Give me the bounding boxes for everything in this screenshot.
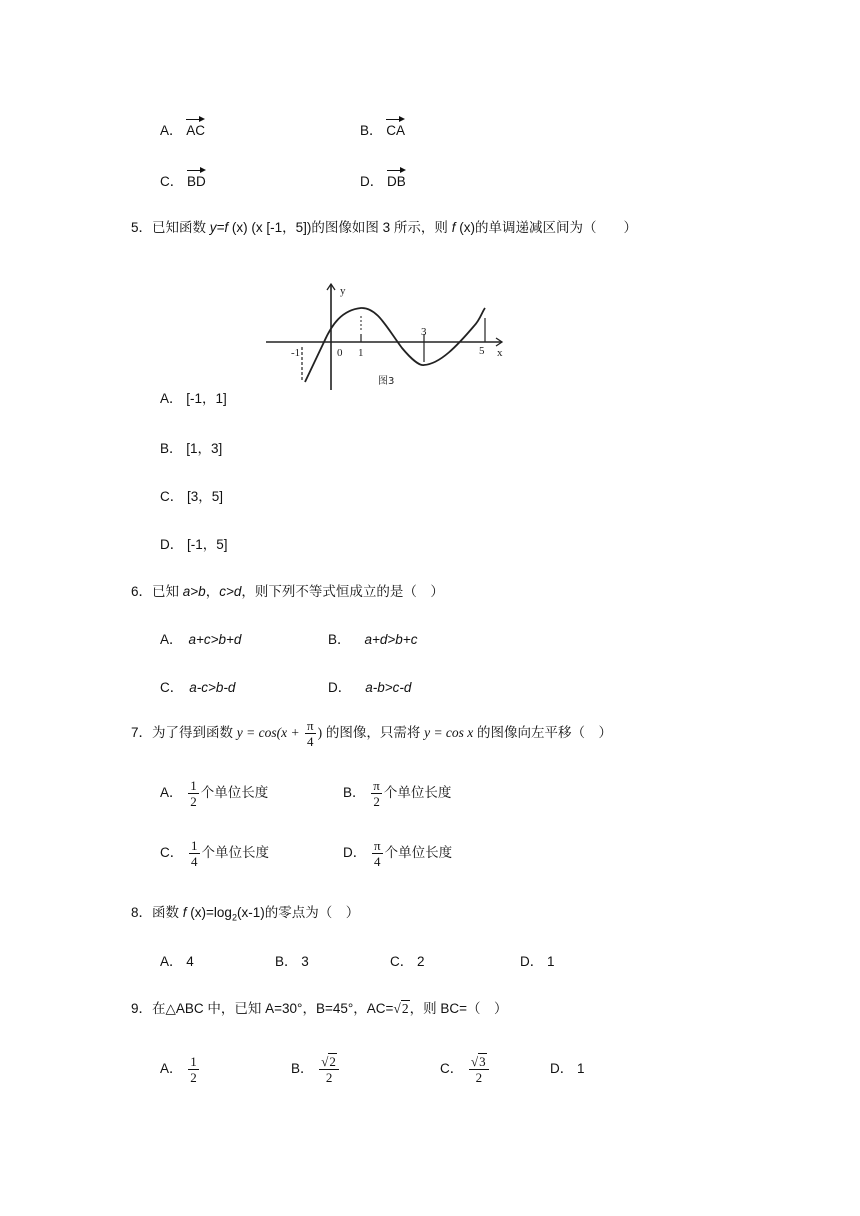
option-letter: A． — [160, 123, 183, 138]
denominator: 4 — [307, 733, 314, 749]
fraction — [188, 778, 199, 809]
function-graph-figure-3 — [262, 280, 510, 392]
log-base: 2 — [231, 912, 237, 923]
fraction — [372, 838, 383, 869]
function-symbol: f — [451, 220, 456, 235]
q7-option-b[interactable] — [343, 776, 451, 810]
x-axis-label: x — [497, 347, 503, 359]
fraction — [319, 1054, 339, 1085]
option-expression: a-b>c-d — [365, 680, 412, 695]
q5-option-d[interactable]: D． [-1，5] — [160, 537, 228, 552]
stem-text: 的图像，只需将 — [322, 725, 425, 740]
q4-option-c[interactable] — [160, 173, 206, 191]
denominator: 4 — [374, 853, 381, 869]
formula: ) — [317, 725, 323, 740]
formula: y = cos(x + — [236, 725, 303, 740]
option-letter: A． — [160, 1061, 183, 1076]
q8-option-d[interactable]: D． 1 — [520, 954, 555, 969]
stem-text: 的图像向左平移（ ） — [473, 725, 613, 740]
option-letter: B． — [343, 785, 366, 800]
fraction — [371, 778, 382, 809]
numerator: √3 — [469, 1054, 489, 1070]
radicand: 2 — [329, 1053, 336, 1069]
q7-option-a[interactable] — [160, 776, 268, 810]
q6-option-d[interactable] — [328, 679, 411, 697]
option-letter: D． — [343, 845, 367, 860]
option-letter: B． — [291, 1061, 314, 1076]
q8-option-c[interactable]: C． 2 — [390, 954, 425, 969]
fraction — [188, 1054, 199, 1085]
q6-option-a[interactable] — [160, 631, 241, 649]
denominator: 2 — [475, 1069, 483, 1085]
q9-option-c[interactable] — [440, 1052, 491, 1086]
vector-label: DB — [387, 174, 406, 189]
function-curve — [305, 308, 485, 382]
function-symbol: f — [182, 905, 187, 920]
numerator: π — [306, 717, 314, 733]
q7-option-c[interactable] — [160, 836, 269, 870]
stem-text: (x) (x [-1，5])的图像如图 3 所示，则 — [228, 220, 452, 235]
denominator: 2 — [190, 793, 197, 809]
q6-option-c[interactable] — [160, 679, 235, 697]
q5-stem — [131, 219, 637, 237]
option-letter: A． — [160, 785, 183, 800]
stem-text: ， — [205, 584, 220, 599]
stem-text: 为了得到函数 — [152, 725, 237, 740]
tick-label-1: 1 — [358, 347, 364, 359]
vector-label: AC — [186, 123, 206, 138]
stem-text: 函数 — [152, 905, 183, 920]
square-root: √2 — [393, 1001, 409, 1016]
option-expression: a+d>b+c — [364, 632, 418, 647]
q6-stem — [131, 583, 444, 601]
stem-text: ，则 BC=（ ） — [409, 1001, 508, 1016]
q8-option-b[interactable]: B． 3 — [275, 954, 309, 969]
tick-label-neg1: -1 — [291, 347, 301, 359]
unit-text: 个单位长度 — [383, 785, 452, 800]
formula: y = cos x — [424, 725, 474, 740]
unit-text: 个单位长度 — [384, 845, 453, 860]
q8-option-a[interactable]: A． 4 — [160, 954, 194, 969]
numerator: √2 — [319, 1054, 339, 1070]
stem-text: (x)的单调递减区间为（ ） — [455, 220, 637, 235]
q5-option-a[interactable]: A． [-1，1] — [160, 391, 227, 406]
fraction — [469, 1054, 489, 1085]
option-letter: C． — [160, 845, 184, 860]
option-letter: D． — [360, 174, 384, 189]
q6-option-b[interactable] — [328, 631, 417, 649]
stem-text: (x)=log — [186, 905, 232, 920]
q5-option-b[interactable]: B． [1，3] — [160, 441, 223, 456]
q5-option-c[interactable]: C． [3，5] — [160, 489, 224, 504]
stem-text: 已知 — [152, 584, 183, 599]
y-axis-label: y — [340, 285, 346, 297]
q8-stem — [131, 904, 359, 927]
numerator: π — [374, 837, 381, 853]
unit-text: 个单位长度 — [201, 845, 270, 860]
q9-stem — [131, 1000, 507, 1018]
option-letter: C． — [440, 1061, 464, 1076]
unit-text: 个单位长度 — [200, 785, 269, 800]
question-number: 9． — [131, 1001, 153, 1016]
question-number: 8． — [131, 905, 153, 920]
fraction — [189, 838, 200, 869]
fraction — [305, 718, 316, 749]
denominator: 2 — [373, 793, 380, 809]
option-letter: A． — [160, 632, 183, 647]
q7-option-d[interactable] — [343, 836, 452, 870]
stem-text: ，则下列不等式恒成立的是（ ） — [241, 584, 444, 599]
question-number: 7． — [131, 725, 153, 740]
option-expression: a-c>b-d — [189, 680, 236, 695]
q9-option-b[interactable] — [291, 1052, 341, 1086]
q9-option-a[interactable] — [160, 1052, 201, 1086]
radicand: 3 — [479, 1053, 486, 1069]
q4-option-b[interactable] — [360, 122, 405, 140]
numerator: 1 — [190, 1053, 197, 1069]
question-number: 6． — [131, 584, 153, 599]
numerator: 1 — [191, 837, 198, 853]
denominator: 2 — [325, 1069, 333, 1085]
q7-stem — [131, 716, 612, 750]
denominator: 2 — [190, 1069, 197, 1085]
stem-text: 已知函数 — [152, 220, 210, 235]
option-letter: C． — [160, 680, 184, 695]
q4-option-d[interactable] — [360, 173, 406, 191]
vector-label: BD — [187, 174, 206, 189]
tick-label-5: 5 — [479, 345, 485, 357]
option-letter: B． — [360, 123, 383, 138]
option-letter: C． — [160, 174, 184, 189]
vector-label: CA — [386, 123, 406, 138]
question-number: 5． — [131, 220, 153, 235]
option-letter: D． — [328, 680, 352, 695]
stem-text: 在△ABC 中，已知 A=30°，B=45°，AC= — [152, 1001, 394, 1016]
numerator: π — [373, 777, 380, 793]
option-expression: a+c>b+d — [188, 632, 242, 647]
stem-text: (x-1)的零点为（ ） — [236, 905, 360, 920]
tick-label-3: 3 — [421, 326, 427, 338]
radicand: 2 — [401, 1001, 409, 1016]
option-letter: B． — [328, 632, 351, 647]
function-symbol: y=f — [209, 220, 229, 235]
q4-option-a[interactable] — [160, 122, 205, 140]
condition: c>d — [219, 584, 242, 599]
numerator: 1 — [190, 777, 197, 793]
q9-option-d[interactable] — [550, 1060, 585, 1078]
tick-label-0: 0 — [337, 347, 343, 359]
condition: a>b — [182, 584, 206, 599]
denominator: 4 — [191, 853, 198, 869]
option-letter: D． — [550, 1061, 574, 1076]
figure-caption: 图3 — [378, 376, 395, 387]
option-value: 1 — [577, 1061, 585, 1076]
